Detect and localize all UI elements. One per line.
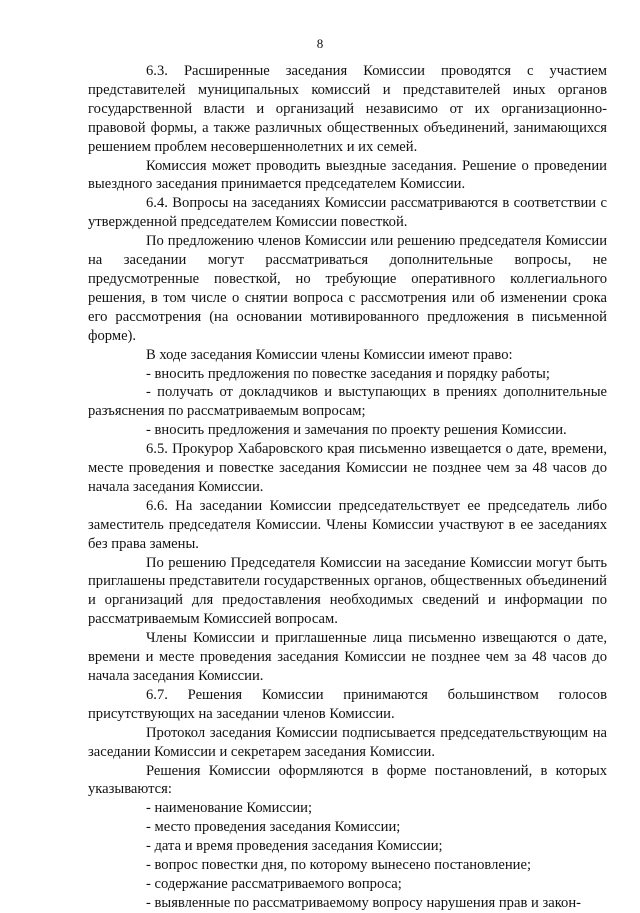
list-item: - вносить предложения по повестке заседания и порядку работы; (146, 365, 550, 382)
paragraph: Члены Комиссии и приглашенные лица письменно извещаются о дате, времени и месте проведения заседания Комиссии не позднее чем за 48 часов до начала заседания Комиссии. (88, 630, 607, 684)
list-item: - выявленные по рассматриваемому вопросу нарушения прав и закон- (146, 894, 582, 911)
paragraph: 6.5. Прокурор Хабаровского края письменно извещается о дате, времени, месте проведения и повестке заседания Комиссии не позднее чем за 48 часов до начала заседания Комиссии. (88, 441, 607, 495)
paragraph: Комиссия может проводить выездные заседания. Решение о проведении выездного заседания принимается председателем Комиссии. (88, 157, 607, 193)
paragraph: По решению Председателя Комиссии на заседание Комиссии могут быть приглашены представители государственных органов, общественных объединений и организаций для предоставления необходимых сведений и информации по рассматриваемым Комиссией вопросам. (88, 554, 607, 628)
list-item: - содержание рассматриваемого вопроса; (146, 875, 402, 892)
list-item: - получать от докладчиков и выступающих в прениях дополнительные разъяснения по рассматриваемым вопросам; (88, 384, 607, 420)
paragraph: В ходе заседания Комиссии члены Комиссии имеют право: (146, 346, 513, 363)
list-item: - вопрос повестки дня, по которому вынесено постановление; (146, 857, 532, 874)
page-number: 8 (316, 36, 324, 51)
list-item: - место проведения заседания Комиссии; (146, 819, 401, 836)
paragraph: По предложению членов Комиссии или решению председателя Комиссии на заседании могут рассматриваться дополнительные вопросы, не предусмотренные повесткой, но требующие оперативного коллегиального решения, в том числе о снятии вопроса с рассмотрения или об изменении срока его рассмотрения (на основании мотивированного предложения в письменной форме). (88, 233, 607, 344)
paragraph: 6.3. Расширенные заседания Комиссии проводятся с участием представителей муниципальных комиссий и представителей иных органов государственной власти и организаций независимо от их организационно-правовой формы, а также различных общественных объединений, занимающихся решением проблем несовершеннолетних и их семей. (88, 63, 607, 155)
paragraph: 6.4. Вопросы на заседаниях Комиссии рассматриваются в соответствии с утвержденной председателем Комиссии повесткой. (88, 195, 607, 231)
paragraph: 6.6. На заседании Комиссии председательствует ее председатель либо заместитель председателя Комиссии. Члены Комиссии участвуют в ее заседаниях без права замены. (88, 497, 607, 552)
paragraph: 6.7. Решения Комиссии принимаются большинством голосов присутствующих на заседании членов Комиссии. (88, 686, 607, 722)
list-item: - дата и время проведения заседания Комиссии; (146, 838, 443, 855)
paragraph: Протокол заседания Комиссии подписывается председательствующим на заседании Комиссии и секретарем заседания Комиссии. (88, 724, 607, 760)
document-body (88, 62, 607, 913)
paragraph: Решения Комиссии оформляются в форме постановлений, в которых указываются: (88, 762, 607, 798)
list-item: - наименование Комиссии; (146, 800, 313, 817)
list-item: - вносить предложения и замечания по проекту решения Комиссии. (146, 422, 567, 439)
